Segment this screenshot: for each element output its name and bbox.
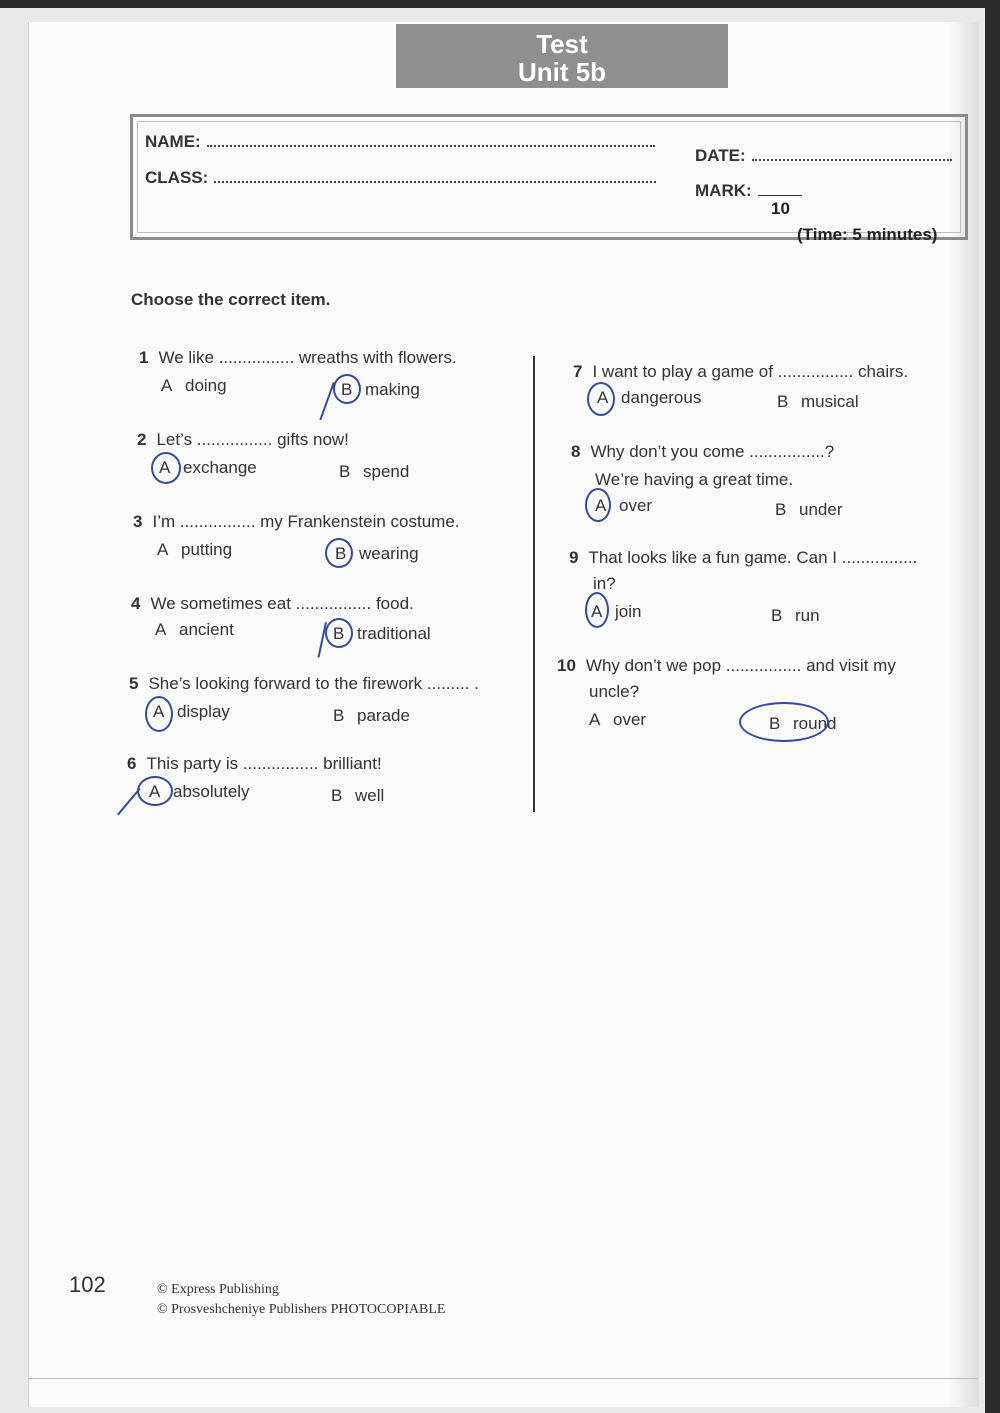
question-text: I’m ................ my Frankenstein costume.	[152, 512, 460, 531]
time-note: (Time: 5 minutes)	[797, 225, 938, 244]
q10-option-a[interactable]	[589, 710, 646, 730]
q9-answer-circle	[585, 592, 609, 628]
question-text: We like ................ wreaths with flowers.	[158, 348, 457, 367]
title-box	[396, 24, 728, 88]
mark-field[interactable]	[695, 181, 802, 201]
q1-option-a[interactable]	[161, 376, 227, 396]
question-7	[573, 362, 908, 382]
option-text: wearing	[359, 544, 419, 563]
worksheet-page	[28, 22, 979, 1407]
copyright-line-1: © Express Publishing	[157, 1282, 279, 1297]
q8-option-b[interactable]	[775, 500, 842, 520]
option-text: exchange	[183, 458, 257, 477]
option-text: absolutely	[173, 782, 250, 801]
option-text: dangerous	[621, 388, 702, 407]
question-text-line-2: We’re having a great time.	[595, 470, 794, 489]
option-letter: B	[335, 544, 347, 563]
option-text: well	[355, 786, 385, 805]
option-text: spend	[363, 462, 410, 481]
option-text: display	[177, 702, 230, 721]
option-letter: B	[333, 706, 345, 725]
class-field[interactable]	[145, 167, 656, 188]
mark-line	[758, 183, 802, 196]
question-5	[129, 674, 479, 694]
instruction: Choose the correct item.	[131, 290, 331, 309]
date-dots	[752, 145, 952, 161]
q10-answer-circle	[739, 702, 829, 742]
option-letter: A	[149, 782, 161, 801]
option-letter: B	[777, 392, 789, 411]
option-letter: A	[153, 702, 165, 721]
option-text: over	[613, 710, 647, 729]
option-text: join	[615, 602, 642, 621]
mark-label: MARK:	[695, 181, 752, 200]
q3-option-a[interactable]	[157, 540, 232, 560]
option-text: under	[799, 500, 843, 519]
question-6	[127, 754, 382, 774]
question-9	[569, 548, 917, 594]
option-text: over	[619, 496, 653, 515]
option-text: traditional	[357, 624, 431, 643]
q6-answer-circle	[137, 776, 173, 806]
question-3	[133, 512, 460, 532]
option-text: making	[365, 380, 420, 399]
q1-pen-stroke	[319, 382, 335, 420]
date-field[interactable]	[695, 145, 952, 166]
option-letter: A	[157, 540, 169, 559]
name-field[interactable]	[145, 131, 655, 152]
question-text: She’s looking forward to the firework ......... .	[148, 674, 479, 693]
option-text: musical	[801, 392, 859, 411]
q8-answer-circle	[585, 488, 611, 522]
question-number: 4	[131, 594, 141, 613]
option-text: doing	[185, 376, 227, 395]
date-label: DATE:	[695, 146, 746, 165]
option-text: round	[793, 714, 837, 733]
option-letter: A	[589, 710, 601, 729]
class-label: CLASS:	[145, 168, 209, 187]
option-letter: A	[159, 458, 171, 477]
question-1	[139, 348, 457, 368]
option-text: putting	[181, 540, 233, 559]
name-label: NAME:	[145, 132, 201, 151]
question-4	[131, 594, 414, 614]
question-text: That looks like a fun game. Can I ................	[588, 548, 918, 567]
question-number: 3	[133, 512, 143, 531]
q2-answer-circle	[151, 452, 181, 484]
option-letter: B	[333, 624, 345, 643]
title-line-2: Unit 5b	[517, 57, 607, 87]
question-number: 5	[129, 674, 139, 693]
option-letter: B	[339, 462, 351, 481]
option-letter: B	[331, 786, 343, 805]
question-text-line-2: uncle?	[589, 682, 640, 701]
page-stack	[0, 8, 985, 1413]
option-letter: A	[597, 388, 609, 407]
info-box	[130, 114, 968, 244]
q4-answer-circle	[325, 618, 353, 648]
q3-answer-circle	[325, 538, 353, 568]
option-letter: B	[341, 380, 353, 399]
q7-option-b[interactable]	[777, 392, 859, 412]
bottom-edge-line	[28, 1378, 978, 1379]
q6-pen-stroke	[117, 788, 140, 815]
q4-option-a[interactable]	[155, 620, 234, 640]
option-letter: A	[155, 620, 167, 639]
page-number: 102	[69, 1272, 106, 1297]
q1-answer-circle	[333, 374, 361, 404]
option-letter: A	[595, 496, 607, 515]
option-text: run	[795, 606, 820, 625]
question-number: 7	[573, 362, 583, 381]
option-letter: B	[775, 500, 787, 519]
question-number: 2	[137, 430, 147, 449]
question-text-line-2: in?	[593, 574, 616, 593]
title-line-1: Test	[536, 29, 588, 59]
question-number: 8	[571, 442, 581, 461]
q6-option-b[interactable]	[331, 786, 384, 806]
option-text: parade	[357, 706, 410, 725]
question-text: I want to play a game of ................ chairs.	[592, 362, 909, 381]
q7-answer-circle	[587, 382, 615, 416]
copyright-line-2: © Prosveshcheniye Publishers PHOTOCOPIABLE	[157, 1302, 446, 1317]
q9-option-b[interactable]	[771, 606, 820, 626]
question-number: 9	[569, 548, 579, 567]
q5-answer-circle	[145, 696, 173, 732]
copyright-footer	[157, 1280, 445, 1320]
question-text: Why don’t we pop ................ and visit my	[585, 656, 896, 675]
question-number: 6	[127, 754, 137, 773]
q2-option-b[interactable]	[339, 462, 409, 482]
option-letter: A	[591, 602, 603, 621]
question-10	[557, 656, 896, 702]
question-8	[571, 442, 834, 490]
question-2	[137, 430, 349, 450]
column-divider	[533, 356, 535, 812]
question-text: We sometimes eat ................ food.	[150, 594, 414, 613]
mark-denominator: 10	[771, 199, 790, 218]
question-text: Let’s ................ gifts now!	[156, 430, 349, 449]
question-text: This party is ................ brilliant!	[146, 754, 382, 773]
class-dots	[214, 167, 656, 183]
option-letter: B	[769, 714, 781, 733]
option-letter: B	[771, 606, 783, 625]
name-dots	[207, 131, 655, 147]
option-text: ancient	[179, 620, 234, 639]
question-number: 1	[139, 348, 149, 367]
option-letter: A	[161, 376, 173, 395]
q5-option-b[interactable]	[333, 706, 410, 726]
question-text: Why don’t you come ................?	[590, 442, 835, 461]
question-number: 10	[557, 656, 576, 675]
